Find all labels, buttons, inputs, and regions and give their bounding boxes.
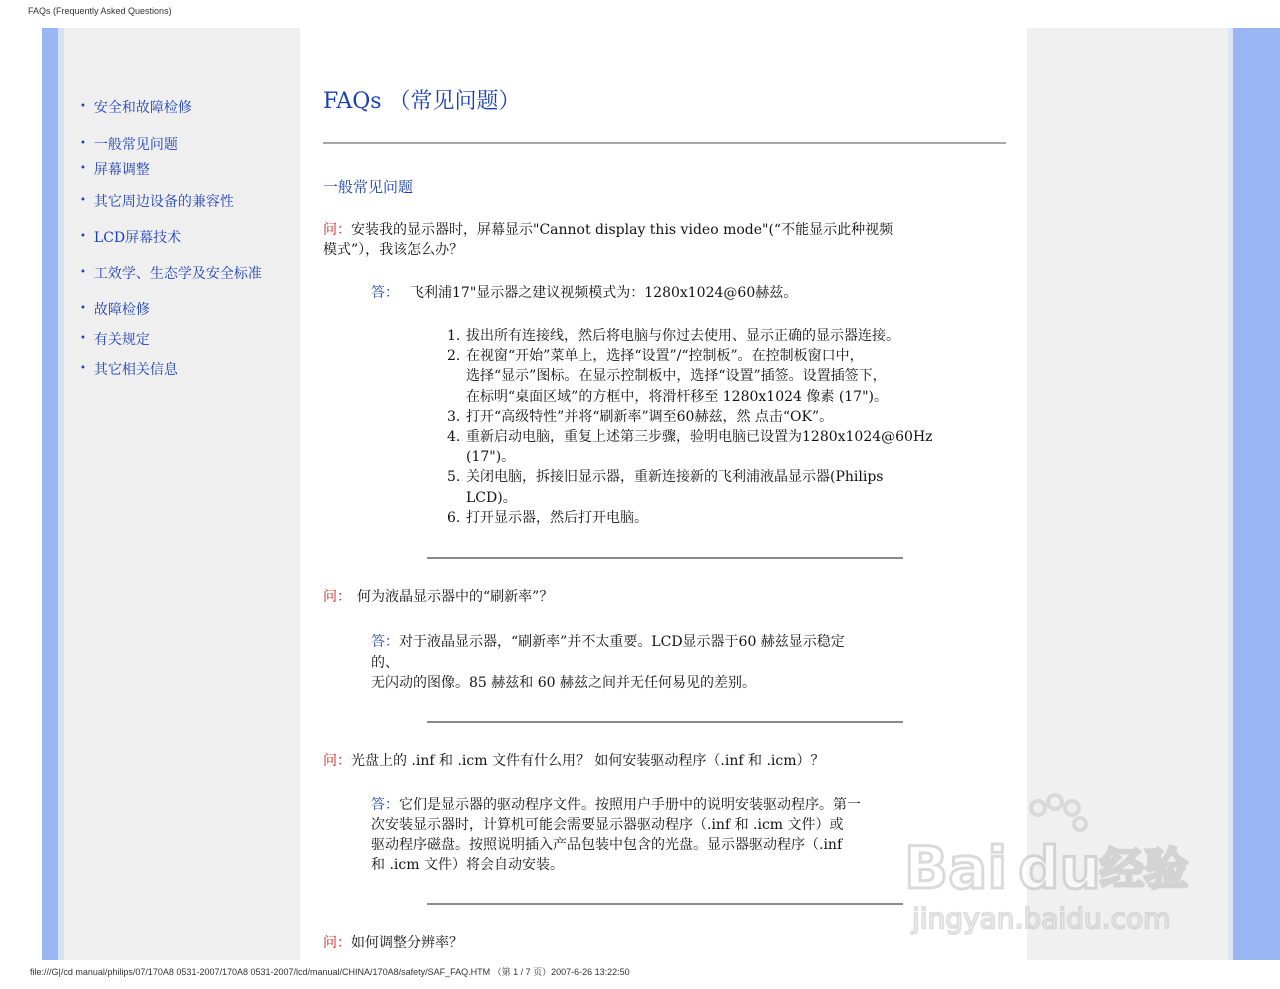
faq1-question-text: 安装我的显示器时，屏幕显示"Cannot display this video mode"(“不能显示此种视频 [351, 222, 894, 238]
faq1-steps-list [447, 326, 933, 528]
faq4-question-text: 如何调整分辨率？ [351, 935, 463, 951]
sidebar-item-label: 一般常见问题 [93, 137, 178, 153]
step-number: 2. [447, 348, 461, 365]
svg-text:du: du [1018, 834, 1101, 902]
title-divider [323, 142, 1006, 144]
right-blue-border [1228, 28, 1280, 960]
question-marker: 问： [323, 222, 351, 238]
svg-text:jingyan.baidu.com: jingyan.baidu.com [912, 902, 1171, 935]
bullet-icon: • [80, 195, 86, 206]
list-item-continuation [447, 387, 933, 407]
faq-divider [427, 903, 903, 905]
faq3-answer-line4: 和 .icm 文件）将会自动安装。 [371, 857, 564, 873]
page-title: FAQs （常见问题） [323, 89, 521, 114]
step-text: LCD)。 [466, 489, 517, 506]
faq2-answer-text: 对于液晶显示器，“刷新率”并不太重要。LCD显示器于60 赫兹显示稳定 [399, 634, 845, 650]
question-marker: 问： [323, 753, 351, 769]
list-item [447, 427, 933, 447]
sidebar-item-label: 其它相关信息 [93, 362, 178, 378]
list-item [447, 326, 933, 346]
answer-marker: 答： [371, 797, 399, 813]
faq1-answer [371, 282, 797, 302]
bullet-icon: • [80, 267, 86, 278]
list-item [447, 407, 933, 427]
step-text: 打开“高级特性”并将“刷新率”调至60赫兹，然 点击“OK”。 [466, 408, 834, 425]
svg-text:经验: 经验 [1100, 844, 1188, 895]
faq3-question-text: 光盘上的 .inf 和 .icm 文件有什么用？ 如何安装驱动程序（.inf 和 .icm）？ [351, 753, 825, 769]
faq3-question [323, 750, 825, 770]
step-number: 1. [447, 328, 461, 344]
bullet-icon: • [80, 138, 86, 149]
right-light-edge [1228, 28, 1233, 960]
print-header: FAQs (Frequently Asked Questions) [28, 6, 172, 16]
bullet-icon: • [80, 303, 86, 314]
bullet-icon: • [80, 231, 86, 242]
faq3-answer-line1 [371, 794, 861, 814]
step-text: 在视窗“开始”菜单上，选择“设置”/“控制板”。在控制板窗口中， [466, 348, 864, 365]
faq2-answer-line1 [371, 631, 845, 651]
sidebar-item-label: LCD屏幕技术 [93, 230, 182, 246]
sidebar-item-label: 其它周边设备的兼容性 [93, 194, 234, 210]
faq2-answer-line3: 无闪动的图像。85 赫兹和 60 赫兹之间并无任何易见的差别。 [371, 675, 756, 691]
step-text: 在标明“桌面区域”的方框中，将滑杆移至 1280x1024 像素 (17")。 [466, 388, 888, 405]
question-marker: 问： [323, 935, 351, 951]
faq2-question [323, 586, 553, 606]
left-blue-border [42, 28, 58, 960]
question-marker: 问： [323, 589, 351, 605]
step-text: 拔出所有连接线，然后将电脑与你过去使用、显示正确的显示器连接。 [466, 328, 900, 344]
section-title: 一般常见问题 [323, 178, 414, 196]
step-text: 重新启动电脑，重复上述第三步骤，验明电脑已设置为1280x1024@60Hz [466, 429, 933, 446]
faq4-question [323, 932, 463, 952]
faq3-answer-line3: 驱动程序磁盘。按照说明插入产品包装中包含的光盘。显示器驱动程序（.inf [371, 837, 843, 853]
faq-divider [427, 721, 903, 723]
faq2-answer-line2: 的、 [371, 655, 399, 671]
bullet-icon: • [80, 163, 86, 174]
list-item [447, 508, 933, 528]
sidebar-item-label: 安全和故障检修 [93, 100, 192, 116]
step-number: 6. [447, 509, 461, 526]
sidebar-item-safety-troubleshooting[interactable] [80, 97, 192, 117]
baidu-watermark-logo [900, 790, 1210, 940]
step-number: 4. [447, 429, 461, 446]
list-item-continuation [447, 447, 933, 467]
answer-marker: 答： [371, 285, 399, 301]
faq1-question-line2: 模式”），我该怎么办？ [323, 242, 464, 258]
list-item [447, 346, 933, 366]
step-text: (17")。 [466, 449, 516, 466]
svg-text:Bai: Bai [904, 834, 1008, 902]
step-number: 5. [447, 469, 461, 486]
answer-marker: 答： [371, 634, 399, 650]
faq1-answer-text: 飞利浦17"显示器之建议视频模式为：1280x1024@60赫兹。 [410, 285, 798, 301]
faq-divider [427, 557, 903, 559]
bullet-icon: • [80, 101, 86, 112]
sidebar-item-label: 屏幕调整 [93, 162, 150, 178]
sidebar-item-ergonomics-standards[interactable] [80, 263, 262, 283]
print-footer: file:///G|/cd manual/philips/07/170A8 0531-2007/170A8 0531-2007/lcd/manual/CHINA/170A8/safety/SAF_FAQ.HTM （第 1 / 7 页）2007-6-26 13:22:50 [30, 967, 630, 977]
faq2-question-text: 何为液晶显示器中的“刷新率”？ [357, 589, 554, 605]
bullet-icon: • [80, 333, 86, 344]
sidebar-item-label: 工效学、生态学及安全标准 [93, 266, 262, 282]
sidebar-item-troubleshooting[interactable] [80, 299, 150, 319]
list-item-continuation [447, 366, 933, 386]
step-text: 打开显示器，然后打开电脑。 [466, 509, 648, 526]
sidebar-item-regulatory[interactable] [80, 329, 150, 349]
sidebar-item-general-faq[interactable] [80, 134, 178, 154]
sidebar-item-other-info[interactable] [80, 359, 178, 379]
faq3-answer-line2: 次安装显示器时，计算机可能会需要显示器驱动程序（.inf 和 .icm 文件）或 [371, 817, 844, 833]
sidebar-item-lcd-technology[interactable] [80, 227, 181, 247]
step-text: 选择“显示”图标。在显示控制板中，选择“设置”插签。设置插签下， [466, 368, 887, 385]
list-item-continuation [447, 488, 933, 508]
sidebar-item-screen-adjustment[interactable] [80, 159, 150, 179]
faq3-answer-text: 它们是显示器的驱动程序文件。按照用户手册中的说明安装驱动程序。第一 [399, 797, 861, 813]
step-number: 3. [447, 408, 461, 425]
sidebar-item-label: 故障检修 [93, 302, 150, 318]
bullet-icon: • [80, 363, 86, 374]
sidebar-item-label: 有关规定 [93, 332, 150, 348]
faq1-question-line1 [323, 219, 893, 239]
list-item [447, 467, 933, 487]
step-text: 关闭电脑，拆接旧显示器，重新连接新的飞利浦液晶显示器(Philips [466, 469, 884, 486]
sidebar-item-peripheral-compatibility[interactable] [80, 191, 234, 211]
